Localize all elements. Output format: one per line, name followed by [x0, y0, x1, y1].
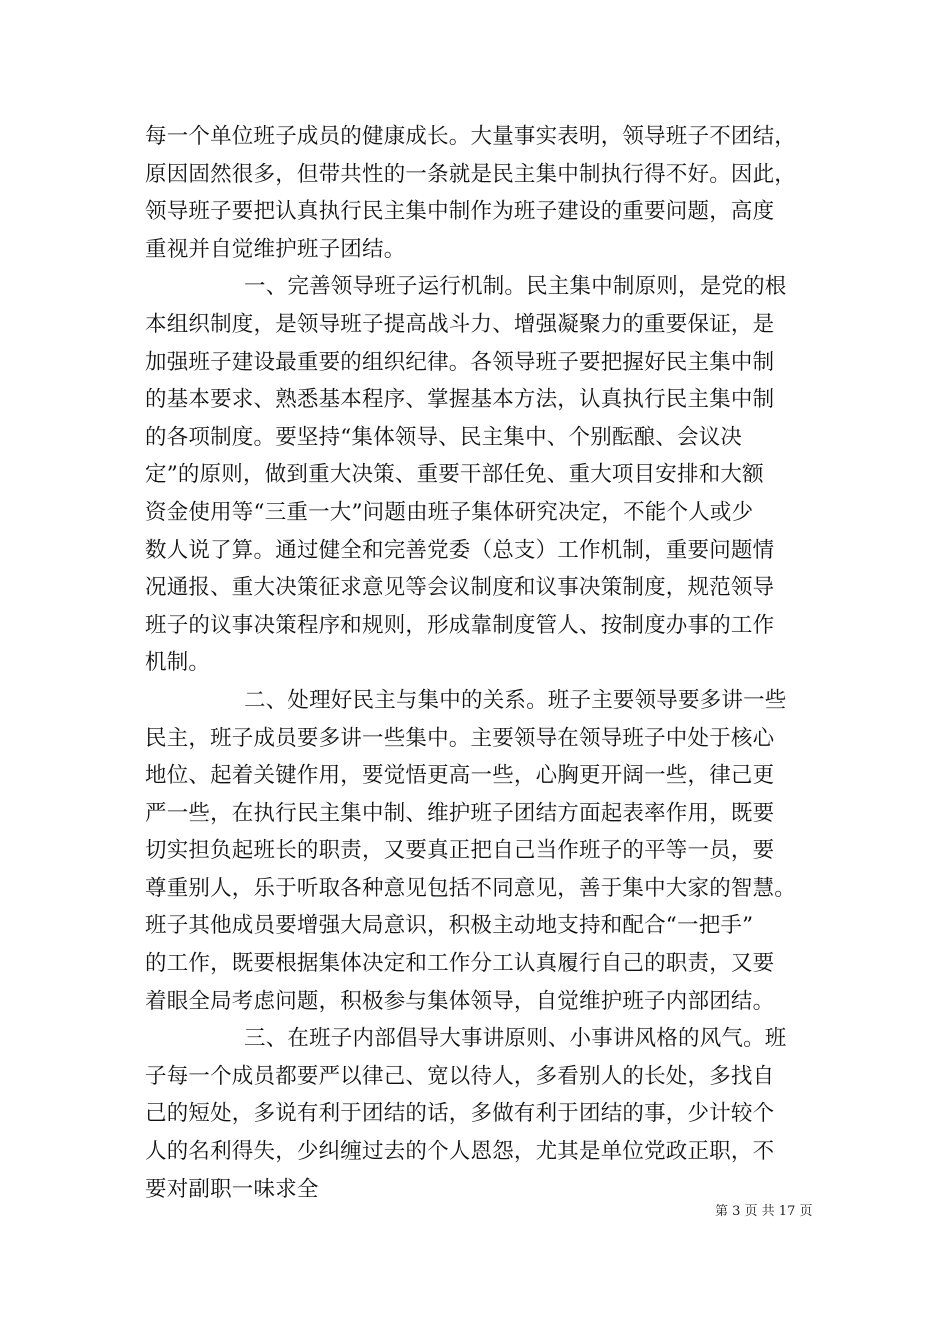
text-line: 原因固然很多，但带共性的一条就是民主集中制执行得不好。因此， [145, 161, 797, 187]
section-three-heading-line: 三、在班子内部倡导大事讲原则、小事讲风格的风气。班 [244, 1026, 787, 1052]
text-line: 子每一个成员都要严以律己、宽以待人，多看别人的长处，多找自 [145, 1063, 775, 1089]
text-line: 本组织制度，是领导班子提高战斗力、增强凝聚力的重要保证，是 [145, 311, 775, 337]
text-line: 的各项制度。要坚持“集体领导、民主集中、个别酝酿、会议决 [145, 424, 743, 450]
text-line: 每一个单位班子成员的健康成长。大量事实表明，领导班子不团结， [145, 124, 797, 149]
text-line: 重视并自觉维护班子团结。 [145, 236, 406, 262]
text-line: 的工作，既要根据集体决定和工作分工认真履行自己的职责，又要 [145, 951, 775, 977]
text-line: 着眼全局考虑问题，积极参与集体领导，自觉维护班子内部团结。 [145, 988, 775, 1014]
text-line: 加强班子建设最重要的组织纪律。各领导班子要把握好民主集中制 [145, 349, 775, 375]
text-line: 资金使用等“三重一大”问题由班子集体研究决定，不能个人或少 [145, 499, 754, 525]
text-line: 定”的原则，做到重大决策、重要干部任免、重大项目安排和大额 [145, 462, 764, 488]
text-line: 要对副职一味求全 [145, 1176, 319, 1202]
text-line: 地位、起着关键作用，要觉悟更高一些，心胸更开阔一些，律己更 [145, 763, 775, 789]
document-body [145, 118, 810, 1208]
text-line: 切实担负起班长的职责，又要真正把自己当作班子的平等一员，要 [145, 838, 775, 864]
text-line: 人的名利得失，少纠缠过去的个人恩怨，尤其是单位党政正职，不 [145, 1139, 775, 1165]
text-line: 况通报、重大决策征求意见等会议制度和议事决策制度，规范领导 [145, 575, 775, 601]
text-line: 班子其他成员要增强大局意识，积极主动地支持和配合“一把手” [145, 913, 754, 939]
text-line: 严一些，在执行民主集中制、维护班子团结方面起表率作用，既要 [145, 800, 775, 826]
text-line: 尊重别人，乐于听取各种意见包括不同意见，善于集中大家的智慧。 [145, 875, 797, 901]
text-line: 民主，班子成员要多讲一些集中。主要领导在领导班子中处于核心 [145, 725, 775, 751]
text-line: 领导班子要把认真执行民主集中制作为班子建设的重要问题，高度 [145, 199, 775, 225]
text-line: 数人说了算。通过健全和完善党委（总支）工作机制，重要问题情 [145, 537, 775, 563]
section-one-heading-line: 一、完善领导班子运行机制。民主集中制原则，是党的根 [244, 274, 787, 300]
text-line: 机制。 [145, 650, 211, 676]
page-number-footer: 第 3 页 共 17 页 [715, 1204, 813, 1219]
section-two-heading-line: 二、处理好民主与集中的关系。班子主要领导要多讲一些 [244, 687, 787, 713]
text-line: 己的短处，多说有利于团结的话，多做有利于团结的事，少计较个 [145, 1101, 775, 1127]
text-line: 的基本要求、熟悉基本程序、掌握基本方法，认真执行民主集中制 [145, 387, 775, 413]
text-line: 班子的议事决策程序和规则，形成靠制度管人、按制度办事的工作 [145, 612, 775, 638]
